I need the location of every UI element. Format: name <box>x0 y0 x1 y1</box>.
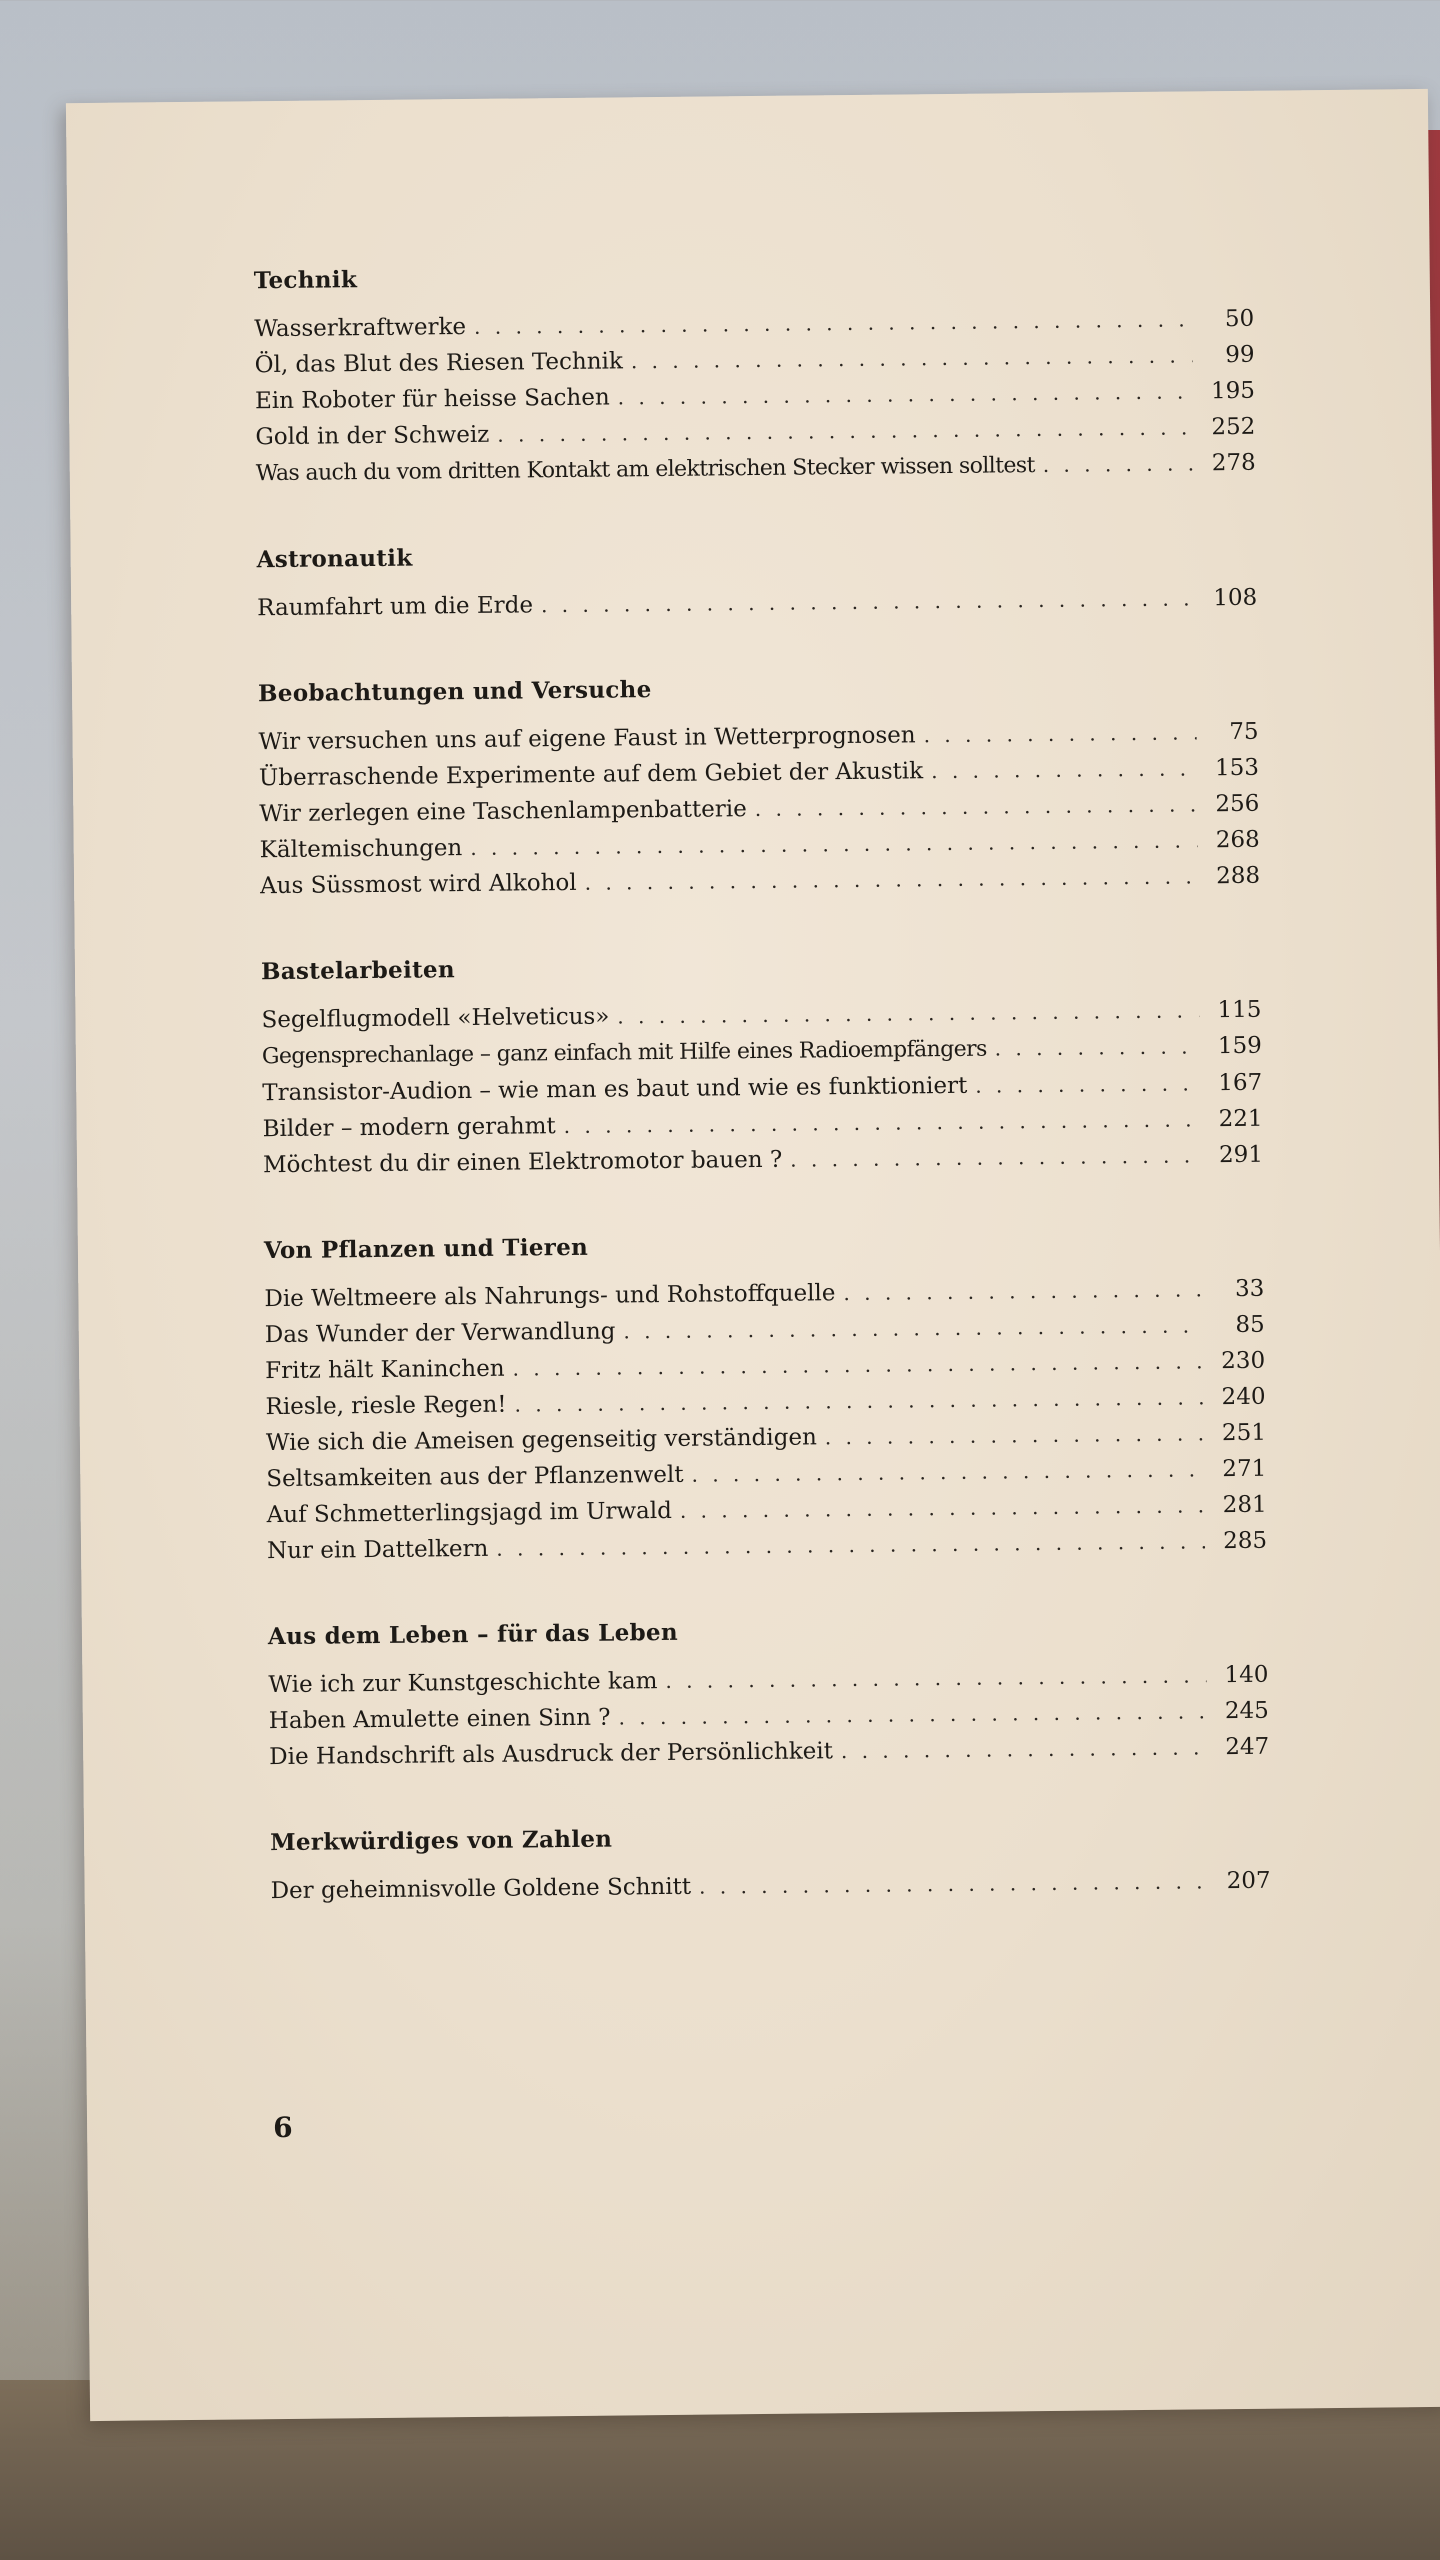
toc-section <box>270 1817 1271 1909</box>
page-number: 6 <box>272 2110 293 2145</box>
section-heading: Astronautik <box>256 544 413 574</box>
entry-title: Wir versuchen uns auf eigene Faust in Wetterprognosen <box>258 722 916 756</box>
toc-section <box>254 255 1256 492</box>
toc-section <box>258 668 1260 904</box>
dot-leader <box>975 1065 1200 1103</box>
entry-page-number: 285 <box>1222 1527 1268 1555</box>
section-heading: Merkwürdiges von Zahlen <box>269 1825 613 1857</box>
entry-page-number: 240 <box>1221 1383 1266 1411</box>
entry-page-number: 85 <box>1235 1311 1265 1339</box>
entry-title: Überraschende Experimente auf dem Gebiet der Akustik <box>258 758 924 792</box>
entry-title: Segelflugmodell «Helveticus» <box>261 1003 610 1034</box>
dot-leader <box>496 1523 1205 1566</box>
dot-leader <box>680 1487 1205 1528</box>
dot-leader <box>825 1415 1204 1455</box>
entry-title: Die Weltmeere als Nahrungs- und Rohstoffquelle <box>264 1280 836 1313</box>
entry-title: Aus Süssmost wird Alkohol <box>259 869 577 900</box>
dot-leader <box>584 858 1198 900</box>
dot-leader <box>699 1863 1209 1904</box>
dot-leader <box>755 786 1198 827</box>
entry-title: Haben Amulette einen Sinn ? <box>268 1704 611 1735</box>
entry-page-number: 195 <box>1210 377 1256 405</box>
entry-page-number: 291 <box>1218 1141 1264 1169</box>
entry-title: Raumfahrt um die Erde <box>257 592 534 622</box>
dot-leader <box>923 714 1196 753</box>
entry-page-number: 140 <box>1224 1661 1269 1689</box>
entry-title: Fritz hält Kaninchen <box>265 1355 505 1385</box>
entry-title: Die Handschrift als Ausdruck der Persönlichkeit <box>269 1738 834 1771</box>
entry-title: Gold in der Schweiz <box>255 421 490 451</box>
entry-title: Seltsamkeiten aus der Pflanzenwelt <box>266 1461 684 1493</box>
entry-page-number: 245 <box>1224 1697 1269 1725</box>
entry-title: Ein Roboter für heisse Sachen <box>254 384 610 415</box>
entry-page-number: 167 <box>1218 1069 1263 1097</box>
toc-section <box>261 946 1263 1183</box>
entry-page-number: 256 <box>1215 790 1260 818</box>
dot-leader <box>623 1307 1203 1349</box>
entry-page-number: 99 <box>1225 341 1255 369</box>
entry-page-number: 230 <box>1221 1347 1266 1375</box>
dot-leader <box>618 373 1194 415</box>
dot-leader <box>618 1693 1207 1735</box>
toc-entry <box>270 1863 1270 1909</box>
entry-page-number: 281 <box>1222 1491 1267 1519</box>
dot-leader <box>843 1271 1202 1311</box>
entry-title: Gegensprechanlage – ganz einfach mit Hilfe eines Radioempfängers <box>261 1036 987 1070</box>
entry-page-number: 115 <box>1217 996 1262 1024</box>
entry-title: Wie ich zur Kunstgeschichte kam <box>268 1668 658 1699</box>
section-heading: Aus dem Leben – für das Leben <box>267 1618 679 1651</box>
dot-leader <box>995 1028 1201 1066</box>
section-heading: Bastelarbeiten <box>260 956 456 986</box>
dot-leader <box>541 580 1196 623</box>
entry-title: Der geheimnisvolle Goldene Schnitt <box>270 1873 692 1905</box>
dot-leader <box>790 1137 1201 1177</box>
entry-page-number: 221 <box>1218 1105 1263 1133</box>
entry-page-number: 33 <box>1234 1275 1265 1303</box>
book-page <box>66 89 1440 2421</box>
entry-title: Wasserkraftwerke <box>254 314 467 343</box>
dot-leader <box>931 750 1197 789</box>
entry-title: Wir zerlegen eine Taschenlampenbatterie <box>259 796 747 828</box>
entry-title: Transistor-Audion – wie man es baut und wie es funktioniert <box>262 1072 968 1107</box>
dot-leader <box>665 1657 1206 1699</box>
entry-title: Bilder – modern gerahmt <box>262 1113 556 1143</box>
entry-page-number: 207 <box>1226 1867 1271 1895</box>
dot-leader <box>1043 445 1194 483</box>
entry-title: Möchtest du dir einen Elektromotor bauen ? <box>262 1146 783 1179</box>
entry-title: Öl, das Blut des Riesen Technik <box>254 348 624 379</box>
entry-page-number: 251 <box>1221 1419 1267 1447</box>
dot-leader <box>631 337 1193 379</box>
toc-section <box>268 1611 1270 1775</box>
toc-entry <box>257 580 1257 626</box>
dot-leader <box>841 1729 1208 1769</box>
entry-page-number: 247 <box>1225 1733 1270 1761</box>
entry-page-number: 153 <box>1214 754 1260 782</box>
entry-page-number: 108 <box>1213 584 1258 612</box>
section-heading: Von Pflanzen und Tieren <box>263 1233 589 1265</box>
section-heading: Beobachtungen und Versuche <box>257 676 652 708</box>
entry-page-number: 50 <box>1224 305 1255 333</box>
toc-section <box>257 534 1258 626</box>
dot-leader <box>691 1451 1204 1492</box>
entry-title: Nur ein Dattelkern <box>266 1535 489 1565</box>
table-of-contents <box>254 255 1272 1961</box>
entry-page-number: 288 <box>1216 862 1261 890</box>
toc-section <box>264 1225 1267 1569</box>
entry-page-number: 278 <box>1211 449 1256 477</box>
entry-page-number: 268 <box>1215 826 1260 854</box>
entry-page-number: 271 <box>1222 1455 1267 1483</box>
entry-page-number: 75 <box>1229 718 1259 746</box>
entry-title: Das Wunder der Verwandlung <box>264 1318 616 1349</box>
entry-title: Kältemischungen <box>259 835 463 864</box>
entry-title: Riesle, riesle Regen! <box>265 1391 507 1421</box>
entry-title: Wie sich die Ameisen gegenseitig verständigen <box>265 1424 817 1457</box>
entry-title: Auf Schmetterlingsjagd im Urwald <box>266 1497 673 1529</box>
entry-title: Was auch du vom dritten Kontakt am elektrischen Stecker wissen solltest <box>255 453 1035 487</box>
dot-leader <box>617 992 1200 1034</box>
entry-page-number: 159 <box>1217 1032 1262 1060</box>
entry-page-number: 252 <box>1211 413 1256 441</box>
section-heading: Technik <box>253 266 358 295</box>
